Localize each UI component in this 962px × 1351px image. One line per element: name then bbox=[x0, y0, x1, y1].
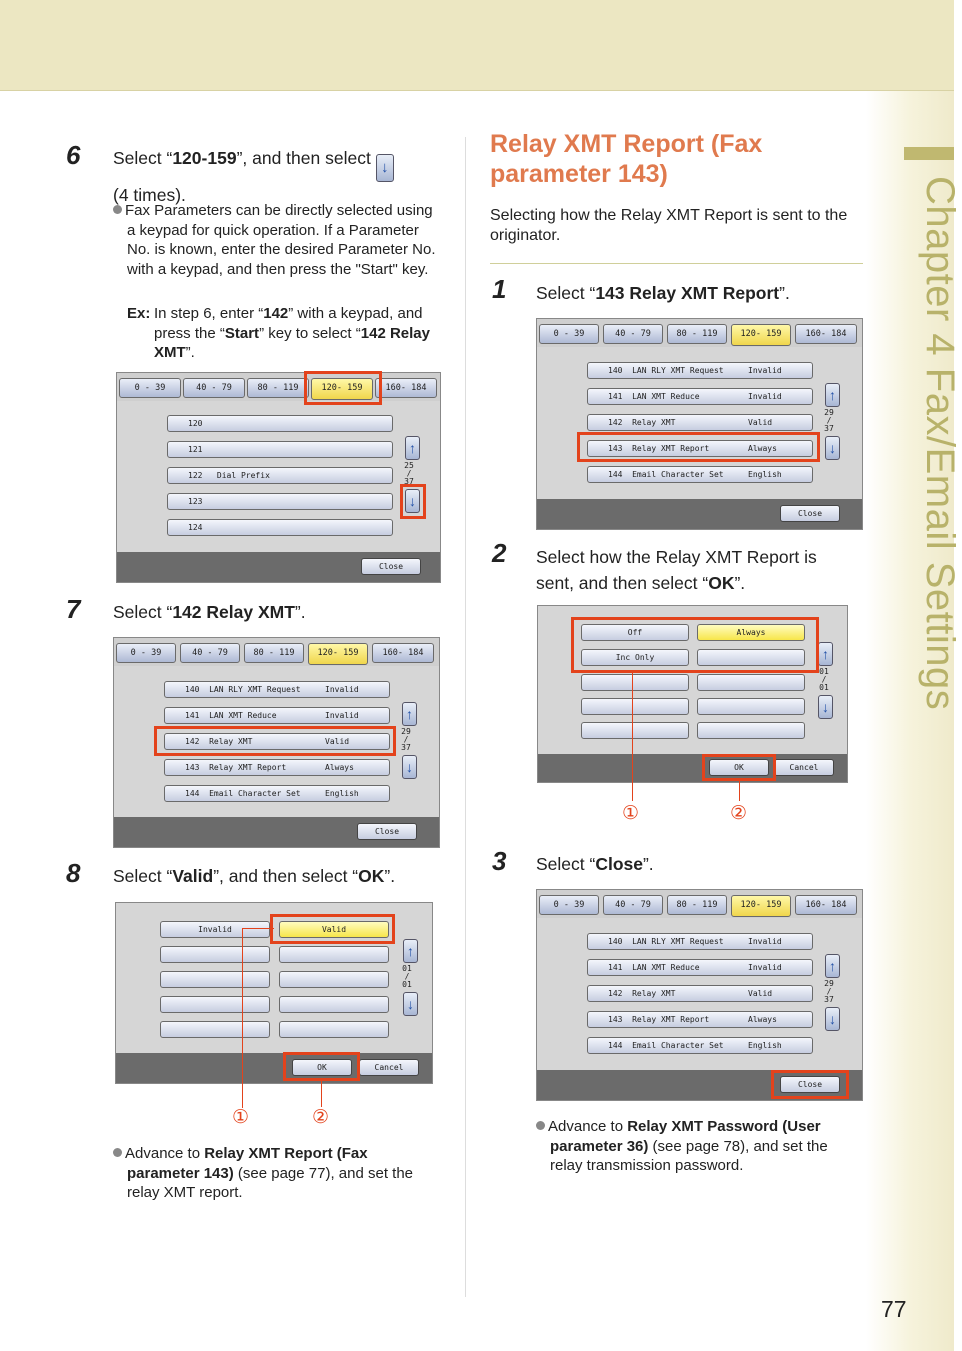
step-7-text-b: 142 Relay XMT bbox=[172, 602, 295, 622]
invalid-option-button[interactable]: Invalid bbox=[160, 921, 270, 938]
param-120[interactable]: 120 bbox=[167, 415, 393, 432]
counter-top: 01 bbox=[402, 964, 412, 973]
step-6-text-c: ”, and then select bbox=[236, 148, 371, 168]
tab-160-184[interactable]: 160- 184 bbox=[795, 895, 857, 915]
param-124[interactable]: 124 bbox=[167, 519, 393, 536]
step-2-text-b: OK bbox=[708, 573, 735, 593]
counter-sep: / bbox=[826, 416, 832, 425]
scroll-up-button[interactable]: ↑ bbox=[403, 939, 418, 963]
tab-40-79[interactable]: 40 - 79 bbox=[603, 895, 663, 915]
valid-option-button[interactable]: Valid bbox=[279, 921, 389, 938]
counter-bottom: 37 bbox=[824, 424, 834, 433]
tab-160-184[interactable]: 160- 184 bbox=[372, 643, 434, 663]
note-a: Advance to bbox=[125, 1145, 205, 1162]
screen-footer bbox=[116, 1053, 432, 1083]
counter-top: 29 bbox=[401, 727, 411, 736]
counter-sep: / bbox=[406, 469, 412, 478]
param-name: Relay XMT bbox=[209, 737, 253, 746]
empty-option-button[interactable] bbox=[697, 722, 805, 739]
param-value: Always bbox=[748, 1015, 777, 1024]
tab-120-159[interactable]: 120- 159 bbox=[731, 895, 791, 917]
ex-a: In step 6, enter “ bbox=[154, 305, 264, 322]
callout-line bbox=[321, 1081, 322, 1107]
bullet-icon bbox=[113, 1148, 122, 1157]
note-c: (see page 77), and set the relay XMT report. bbox=[127, 1164, 414, 1201]
param-value: Invalid bbox=[748, 392, 782, 401]
empty-option-button[interactable] bbox=[581, 674, 689, 691]
step-2-text-a: Select how the Relay XMT Report is sent, and then select “ bbox=[536, 547, 817, 593]
counter-bottom: 01 bbox=[819, 683, 829, 692]
counter-top: 29 bbox=[824, 408, 834, 417]
step-7-text-c: ”. bbox=[294, 602, 306, 622]
param-143[interactable] bbox=[164, 759, 390, 776]
step-6-text-a: Select “ bbox=[113, 148, 173, 168]
step-3-text-b: Close bbox=[595, 854, 643, 874]
counter-top: 25 bbox=[404, 461, 414, 470]
close-button[interactable]: Close bbox=[780, 1076, 840, 1093]
page-number: 77 bbox=[881, 1296, 907, 1322]
step-8-text-e: ”. bbox=[384, 866, 396, 886]
always-option-button[interactable]: Always bbox=[697, 624, 805, 641]
tab-0-39[interactable]: 0 - 39 bbox=[116, 643, 176, 663]
param-name: LAN RLY XMT Request bbox=[209, 685, 301, 694]
highlight-param-143 bbox=[577, 432, 820, 462]
screen-footer bbox=[114, 817, 439, 847]
step-8-text-d: OK bbox=[358, 866, 385, 886]
param-no: 140 bbox=[185, 685, 200, 694]
page-counter bbox=[399, 462, 419, 486]
chapter-title: Chapter 4 Fax/Email Settings bbox=[918, 176, 962, 711]
highlight-ok bbox=[702, 754, 776, 781]
tab-40-79[interactable]: 40 - 79 bbox=[603, 324, 663, 344]
inc-only-option-button[interactable]: Inc Only bbox=[581, 649, 689, 666]
scroll-down-button[interactable]: ↓ bbox=[403, 992, 418, 1016]
highlight-options bbox=[571, 617, 819, 673]
right-bottom-note bbox=[536, 1117, 854, 1176]
param-name: LAN XMT Reduce bbox=[632, 963, 700, 972]
callout-2: ② bbox=[312, 1107, 330, 1128]
param-value: Valid bbox=[325, 737, 350, 746]
param-141[interactable] bbox=[587, 388, 813, 405]
param-name: Email Character Set bbox=[632, 1041, 724, 1050]
note-c: (see page 78), and set the relay transmission password. bbox=[550, 1137, 828, 1174]
tab-bar bbox=[537, 319, 862, 347]
chapter-tab-marker bbox=[904, 147, 954, 160]
section-divider bbox=[490, 263, 863, 264]
param-no: 144 bbox=[185, 789, 200, 798]
param-value: Always bbox=[748, 444, 777, 453]
param-value: Invalid bbox=[325, 685, 359, 694]
callout-2: ② bbox=[730, 803, 748, 824]
tab-160-184[interactable]: 160- 184 bbox=[795, 324, 857, 344]
param-121[interactable]: 121 bbox=[167, 441, 393, 458]
param-no: 144 bbox=[608, 1041, 623, 1050]
close-button[interactable]: Close bbox=[361, 558, 421, 575]
tab-80-119[interactable]: 80 - 119 bbox=[247, 378, 309, 398]
tab-bar bbox=[114, 638, 439, 666]
counter-bottom: 37 bbox=[824, 995, 834, 1004]
close-button[interactable]: Close bbox=[357, 823, 417, 840]
tab-160-184[interactable]: 160- 184 bbox=[375, 378, 437, 398]
ex-f: 142 Relay XMT bbox=[154, 324, 430, 361]
ex-b: 142 bbox=[263, 305, 289, 322]
param-value: Always bbox=[325, 763, 354, 772]
page-counter bbox=[819, 980, 839, 1004]
step-3-text-c: ”. bbox=[642, 854, 654, 874]
note-a: Advance to bbox=[548, 1118, 628, 1135]
scroll-down-button[interactable]: ↓ bbox=[825, 1007, 840, 1031]
callout-line bbox=[242, 928, 272, 929]
param-no: 142 bbox=[608, 418, 623, 427]
scroll-up-button[interactable]: ↑ bbox=[825, 954, 840, 978]
param-no: 143 bbox=[185, 763, 200, 772]
tab-0-39[interactable]: 0 - 39 bbox=[119, 378, 181, 398]
bullet-icon bbox=[113, 205, 122, 214]
step-2-text bbox=[536, 544, 856, 596]
scroll-up-button[interactable]: ↑ bbox=[818, 642, 833, 666]
param-no: 143 bbox=[608, 444, 623, 453]
param-value: Valid bbox=[748, 989, 773, 998]
param-name: LAN RLY XMT Request bbox=[632, 937, 724, 946]
empty-option-button[interactable] bbox=[279, 946, 389, 963]
scroll-up-button[interactable]: ↑ bbox=[825, 383, 840, 407]
param-no: 141 bbox=[608, 963, 623, 972]
param-143[interactable] bbox=[587, 1011, 813, 1028]
step-6-text bbox=[113, 145, 443, 208]
step-7-text-a: Select “ bbox=[113, 602, 173, 622]
page-counter bbox=[819, 409, 839, 433]
tab-bar bbox=[537, 890, 862, 918]
tab-0-39[interactable]: 0 - 39 bbox=[539, 324, 599, 344]
param-no: 141 bbox=[185, 711, 200, 720]
callout-line bbox=[632, 673, 633, 801]
off-option-button[interactable]: Off bbox=[581, 624, 689, 641]
callout-1: ① bbox=[232, 1107, 250, 1128]
step-6-text-b: 120-159 bbox=[172, 148, 237, 168]
empty-option-button[interactable] bbox=[160, 1021, 270, 1038]
screen-step-6 bbox=[116, 372, 441, 583]
empty-option-button[interactable] bbox=[279, 971, 389, 988]
section-intro: Selecting how the Relay XMT Report is sent to the originator. bbox=[490, 207, 848, 244]
step-8-text bbox=[113, 863, 443, 889]
ex-d: Start bbox=[224, 324, 260, 342]
param-142[interactable] bbox=[587, 985, 813, 1002]
cancel-button[interactable]: Cancel bbox=[774, 759, 834, 776]
example-label: Ex: bbox=[127, 305, 151, 322]
param-value: Invalid bbox=[748, 366, 782, 375]
screen-footer bbox=[117, 552, 440, 582]
screen-footer bbox=[538, 754, 847, 782]
scroll-down-button[interactable]: ↓ bbox=[402, 755, 417, 779]
param-name: LAN XMT Reduce bbox=[632, 392, 700, 401]
ok-button[interactable]: OK bbox=[709, 759, 769, 776]
step-7-text bbox=[113, 599, 443, 625]
step-8-text-b: Valid bbox=[172, 866, 214, 886]
tab-120-159[interactable]: 120- 159 bbox=[311, 378, 373, 400]
tab-80-119[interactable]: 80 - 119 bbox=[667, 895, 727, 915]
tab-0-39[interactable]: 0 - 39 bbox=[539, 895, 599, 915]
counter-top: 01 bbox=[819, 667, 829, 676]
tab-120-159[interactable]: 120- 159 bbox=[731, 324, 791, 346]
callout-1: ① bbox=[622, 803, 640, 824]
empty-option-button[interactable] bbox=[160, 971, 270, 988]
ok-button[interactable]: OK bbox=[292, 1059, 352, 1076]
param-no: 141 bbox=[608, 392, 623, 401]
scroll-up-button[interactable]: ↑ bbox=[405, 436, 420, 460]
scroll-down-button[interactable]: ↓ bbox=[405, 489, 420, 513]
param-name: Relay XMT Report bbox=[209, 763, 287, 772]
param-141[interactable] bbox=[587, 959, 813, 976]
counter-sep: / bbox=[821, 675, 827, 684]
step-8-text-c: ”, and then select “ bbox=[213, 866, 359, 886]
arrow-down-icon: ↓ bbox=[376, 154, 394, 182]
page-counter bbox=[396, 728, 416, 752]
empty-option-button[interactable] bbox=[697, 674, 805, 691]
highlight-valid bbox=[270, 914, 395, 944]
example-text bbox=[154, 304, 444, 363]
counter-sep: / bbox=[403, 735, 409, 744]
counter-sep: / bbox=[826, 987, 832, 996]
counter-top: 29 bbox=[824, 979, 834, 988]
empty-option-button[interactable] bbox=[581, 698, 689, 715]
param-name: Relay XMT Report bbox=[632, 1015, 710, 1024]
column-divider bbox=[465, 137, 466, 1297]
scroll-down-button[interactable]: ↓ bbox=[825, 436, 840, 460]
param-name: Email Character Set bbox=[209, 789, 301, 798]
param-142[interactable] bbox=[587, 414, 813, 431]
step-2-text-c: ”. bbox=[734, 573, 746, 593]
step-6-note bbox=[113, 201, 443, 279]
screen-footer bbox=[537, 499, 862, 529]
step-3-text bbox=[536, 851, 856, 877]
param-144[interactable] bbox=[164, 785, 390, 802]
cancel-button[interactable]: Cancel bbox=[359, 1059, 419, 1076]
highlight-ok bbox=[283, 1052, 360, 1081]
counter-sep: / bbox=[404, 972, 410, 981]
highlight-param-142 bbox=[154, 726, 396, 756]
param-name: Relay XMT bbox=[632, 989, 676, 998]
step-1-number: 1 bbox=[492, 274, 507, 304]
param-name: Relay XMT Report bbox=[632, 444, 710, 453]
scroll-down-button[interactable]: ↓ bbox=[818, 695, 833, 719]
screen-step-1 bbox=[536, 318, 863, 530]
callout-line bbox=[739, 781, 740, 801]
param-144[interactable] bbox=[587, 1037, 813, 1054]
counter-bottom: 01 bbox=[402, 980, 412, 989]
ex-e: ” key to select “ bbox=[259, 324, 361, 342]
param-name: Relay XMT bbox=[632, 418, 676, 427]
empty-option-button[interactable] bbox=[160, 946, 270, 963]
step-6-note-text: Fax Parameters can be directly selected using a keypad for quick operation. If a Parameter No. is known, enter the desired Parameter No. with a keypad, and then press the "Start" key. bbox=[125, 202, 436, 278]
param-no: 144 bbox=[608, 470, 623, 479]
param-140[interactable] bbox=[164, 681, 390, 698]
step-1-text-a: Select “ bbox=[536, 283, 596, 303]
step-3-number: 3 bbox=[492, 846, 507, 876]
param-value: Invalid bbox=[748, 937, 782, 946]
empty-option-button[interactable] bbox=[581, 722, 689, 739]
param-no: 142 bbox=[185, 737, 200, 746]
close-button[interactable]: Close bbox=[780, 505, 840, 522]
param-value: Invalid bbox=[325, 711, 359, 720]
param-122[interactable]: 122 Dial Prefix bbox=[167, 467, 393, 484]
param-name: LAN XMT Reduce bbox=[209, 711, 277, 720]
param-no: 140 bbox=[608, 366, 623, 375]
left-bottom-note bbox=[113, 1144, 443, 1203]
param-name: LAN RLY XMT Request bbox=[632, 366, 724, 375]
param-no: 142 bbox=[608, 989, 623, 998]
bullet-icon bbox=[536, 1121, 545, 1130]
callout-line bbox=[242, 928, 243, 1108]
note-b: Relay XMT Password (User parameter 36) bbox=[550, 1118, 821, 1155]
step-2-number: 2 bbox=[492, 538, 507, 568]
counter-bottom: 37 bbox=[404, 477, 414, 486]
page-counter bbox=[397, 965, 417, 989]
empty-option-button[interactable] bbox=[697, 698, 805, 715]
param-144[interactable] bbox=[587, 466, 813, 483]
step-6-number: 6 bbox=[66, 140, 81, 170]
step-1-text-b: 143 Relay XMT Report bbox=[595, 283, 780, 303]
param-140[interactable] bbox=[587, 933, 813, 950]
step-6-text-d: (4 times). bbox=[113, 185, 186, 205]
param-value: Invalid bbox=[748, 963, 782, 972]
empty-option-button[interactable] bbox=[279, 1021, 389, 1038]
param-123[interactable]: 123 bbox=[167, 493, 393, 510]
scroll-up-button[interactable]: ↑ bbox=[402, 702, 417, 726]
step-7-number: 7 bbox=[66, 594, 81, 624]
empty-option-button[interactable] bbox=[279, 996, 389, 1013]
param-value: Valid bbox=[748, 418, 773, 427]
ex-c: ” with a keypad, and press the “ bbox=[154, 305, 423, 342]
highlight-close bbox=[771, 1070, 849, 1099]
param-no: 143 bbox=[608, 1015, 623, 1024]
section-title: Relay XMT Report (Fax parameter 143) bbox=[490, 130, 763, 188]
param-value: English bbox=[748, 470, 782, 479]
note-b: Relay XMT Report (Fax parameter 143) bbox=[127, 1145, 368, 1182]
step-8-text-a: Select “ bbox=[113, 866, 173, 886]
step-3-text-a: Select “ bbox=[536, 854, 596, 874]
param-name: Email Character Set bbox=[632, 470, 724, 479]
empty-option-button[interactable] bbox=[160, 996, 270, 1013]
param-no: 140 bbox=[608, 937, 623, 946]
counter-bottom: 37 bbox=[401, 743, 411, 752]
param-value: English bbox=[325, 789, 359, 798]
ex-g: ”. bbox=[185, 344, 195, 361]
header-band bbox=[0, 0, 954, 91]
tab-40-79[interactable]: 40 - 79 bbox=[183, 378, 245, 398]
tab-bar bbox=[117, 373, 440, 401]
highlight-down-button bbox=[400, 484, 426, 519]
tab-40-79[interactable]: 40 - 79 bbox=[180, 643, 240, 663]
param-140[interactable] bbox=[587, 362, 813, 379]
param-value: English bbox=[748, 1041, 782, 1050]
step-1-text bbox=[536, 280, 856, 306]
tab-80-119[interactable]: 80 - 119 bbox=[667, 324, 727, 344]
highlight-tab-120-159 bbox=[304, 371, 382, 405]
tab-80-119[interactable]: 80 - 119 bbox=[244, 643, 304, 663]
param-141[interactable] bbox=[164, 707, 390, 724]
tab-120-159[interactable]: 120- 159 bbox=[308, 643, 368, 665]
step-1-text-c: ”. bbox=[779, 283, 790, 303]
step-8-number: 8 bbox=[66, 858, 81, 888]
